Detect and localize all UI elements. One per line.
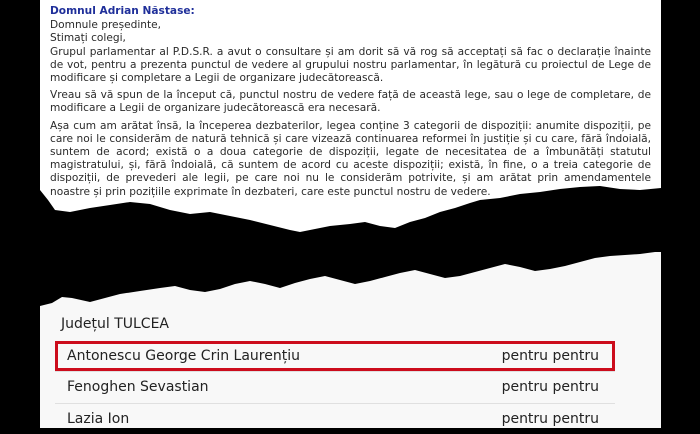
- vote-row-highlighted[interactable]: [55, 341, 615, 371]
- speaker-name: Domnul Adrian Năstase:: [50, 5, 195, 17]
- paragraph: Așa cum am arătat însă, la începerea dezbaterilor, legea conține 3 categorii de dispoziții: anumite dispoziții, pe care noi le considerăm de natură tehnică și care vizează continuarea reformei în justiție și cu care, fără îndoială, suntem de acord; există o a doua categorie de dispoziții, legate de necesitatea de a îmbunătăți statutul magistratului, și, fără îndoială, că suntem de acord cu aceste dispoziții; există, în fine, o a treia categorie de dispoziții, de prevederi ale legii, pe care noi nu le considerăm potrivite, și am arătat prin amendamentele noastre și prin pozițiile exprimate în dezbateri, care este punctul nostru de vedere.: [50, 119, 651, 198]
- paragraph: Grupul parlamentar al P.D.S.R. a avut o consultare și am dorit să vă rog să acceptați să fac o declarație înainte de vot, pentru a prezenta punctul de vedere al grupului nostru parlamentar, în legătură cu proiectul de Lege de modificare și completare a Legii de organizare judecătorească.: [50, 45, 651, 85]
- vote-value: pentru pentru: [501, 379, 599, 395]
- vote-value: pentru pentru: [501, 411, 599, 427]
- deputy-name: Fenoghen Sevastian: [67, 379, 209, 395]
- paragraph: Vreau să vă spun de la început că, punctul nostru de vedere față de această lege, sau o lege de completare, de modificare a Legii de organizare judecătorească era necesară.: [50, 89, 651, 115]
- vote-row[interactable]: [55, 372, 615, 402]
- paragraph: Domnule președinte,: [50, 19, 162, 32]
- vote-row[interactable]: [55, 404, 615, 434]
- deputy-name: Lazia Ion: [67, 411, 130, 427]
- deputy-name: Antonescu George Crin Laurențiu: [67, 348, 300, 364]
- county-heading: Județul TULCEA: [61, 316, 170, 332]
- paragraph: Stimați colegi,: [50, 32, 126, 45]
- vote-value: pentru pentru: [501, 348, 599, 364]
